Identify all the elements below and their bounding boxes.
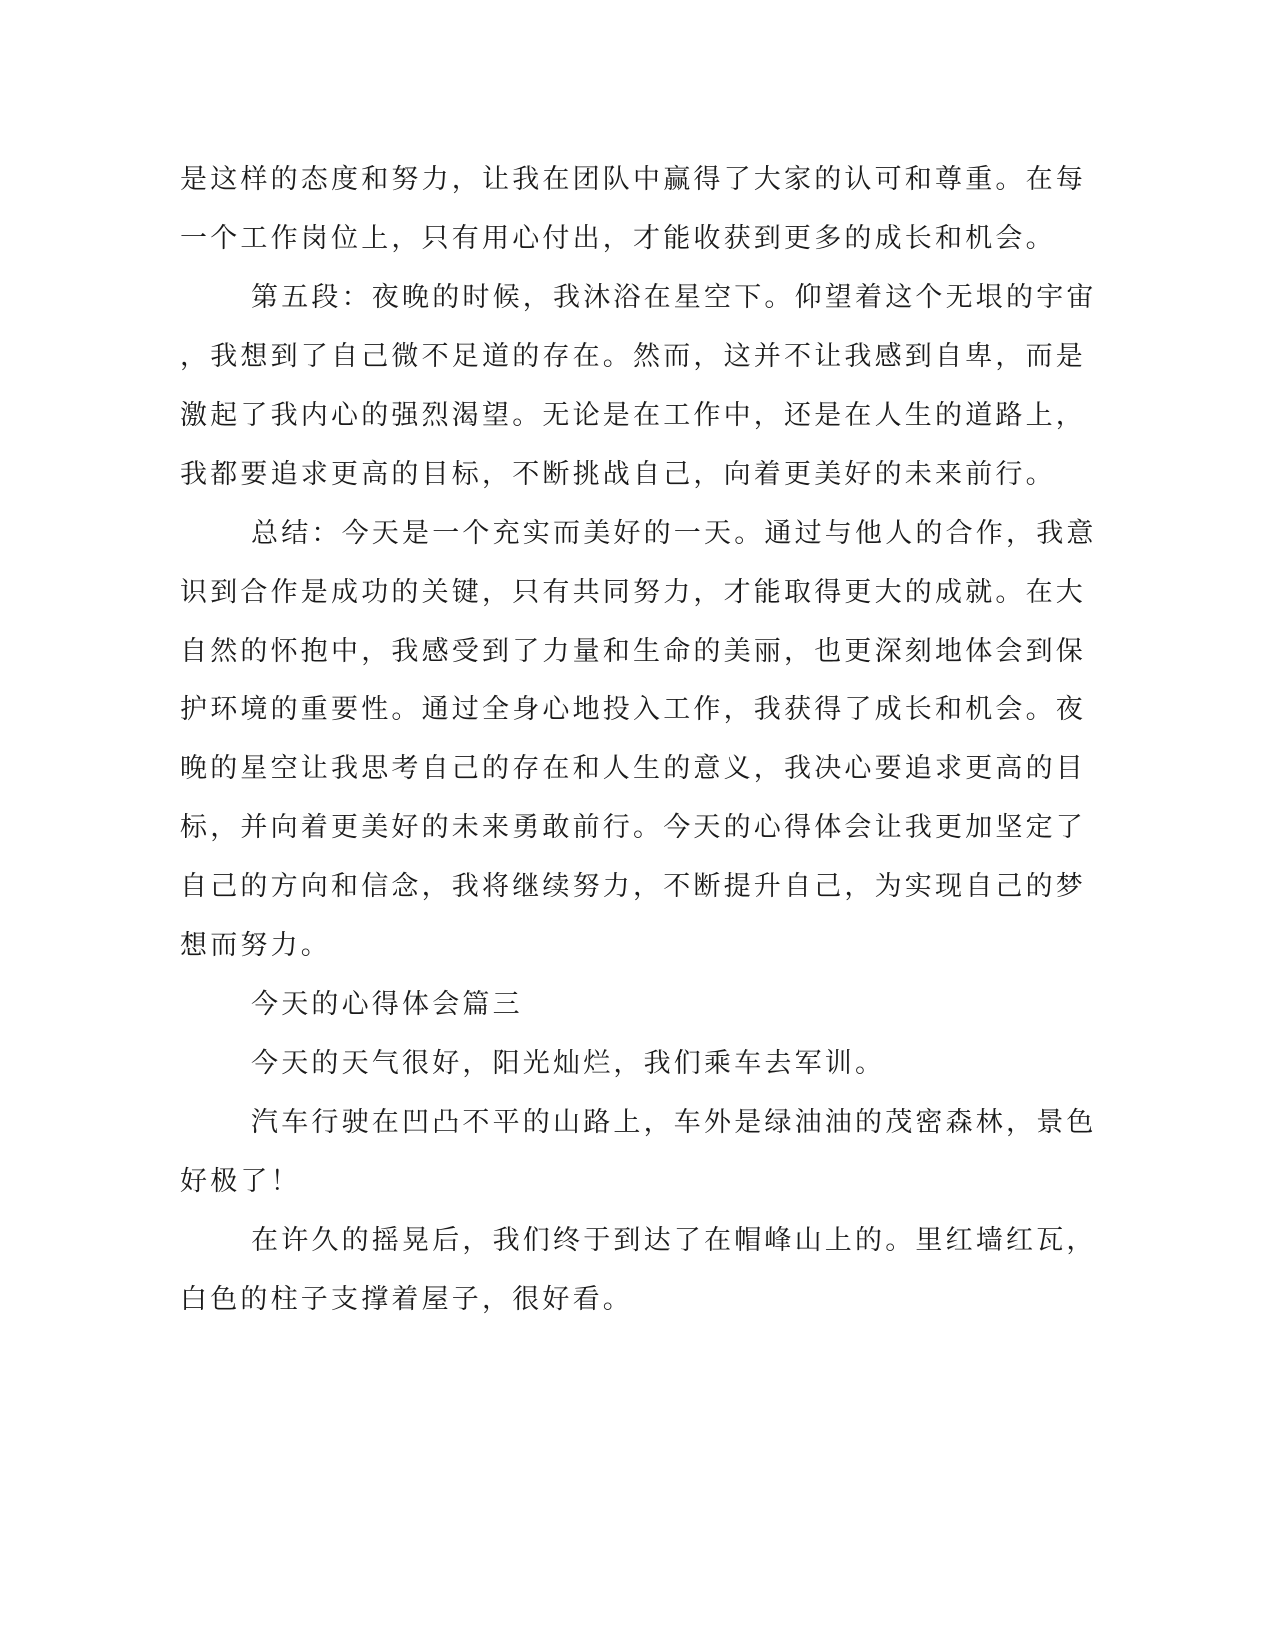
paragraph-start-line: 今天的天气很好，阳光灿烂，我们乘车去军训。 bbox=[251, 1048, 886, 1079]
paragraph-start-line: 总结：今天是一个充实而美好的一天。通过与他人的合作，我意 bbox=[251, 518, 1097, 549]
text-line: 是这样的态度和努力，让我在团队中赢得了大家的认可和尊重。在每 bbox=[180, 164, 1086, 195]
text-line: 护环境的重要性。通过全身心地投入工作，我获得了成长和机会。夜 bbox=[180, 694, 1086, 725]
text-line: 晚的星空让我思考自己的存在和人生的意义，我决心要追求更高的目 bbox=[180, 753, 1086, 784]
text-line: 激起了我内心的强烈渴望。无论是在工作中，还是在人生的道路上， bbox=[180, 400, 1086, 431]
section-heading: 今天的心得体会篇三 bbox=[251, 989, 523, 1020]
text-line: 标，并向着更美好的未来勇敢前行。今天的心得体会让我更加坚定了 bbox=[180, 812, 1086, 843]
paragraph-start-line: 第五段：夜晚的时候，我沐浴在星空下。仰望着这个无垠的宇宙 bbox=[251, 282, 1097, 313]
text-line: 好极了！ bbox=[180, 1166, 301, 1197]
text-line: 我都要追求更高的目标，不断挑战自己，向着更美好的未来前行。 bbox=[180, 459, 1056, 490]
text-line: 自己的方向和信念，我将继续努力，不断提升自己，为实现自己的梦 bbox=[180, 871, 1086, 902]
text-line: 识到合作是成功的关键，只有共同努力，才能取得更大的成就。在大 bbox=[180, 577, 1086, 608]
paragraph-start-line: 在许久的摇晃后，我们终于到达了在帽峰山上的。里红墙红瓦， bbox=[251, 1225, 1097, 1256]
text-line: 白色的柱子支撑着屋子，很好看。 bbox=[180, 1284, 633, 1315]
paragraph-start-line: 汽车行驶在凹凸不平的山路上，车外是绿油油的茂密森林，景色 bbox=[251, 1107, 1097, 1138]
text-line: 想而努力。 bbox=[180, 930, 331, 961]
text-line: 自然的怀抱中，我感受到了力量和生命的美丽，也更深刻地体会到保 bbox=[180, 636, 1086, 667]
text-line: ，我想到了自己微不足道的存在。然而，这并不让我感到自卑，而是 bbox=[180, 341, 1086, 372]
text-line: 一个工作岗位上，只有用心付出，才能收获到更多的成长和机会。 bbox=[180, 223, 1056, 254]
